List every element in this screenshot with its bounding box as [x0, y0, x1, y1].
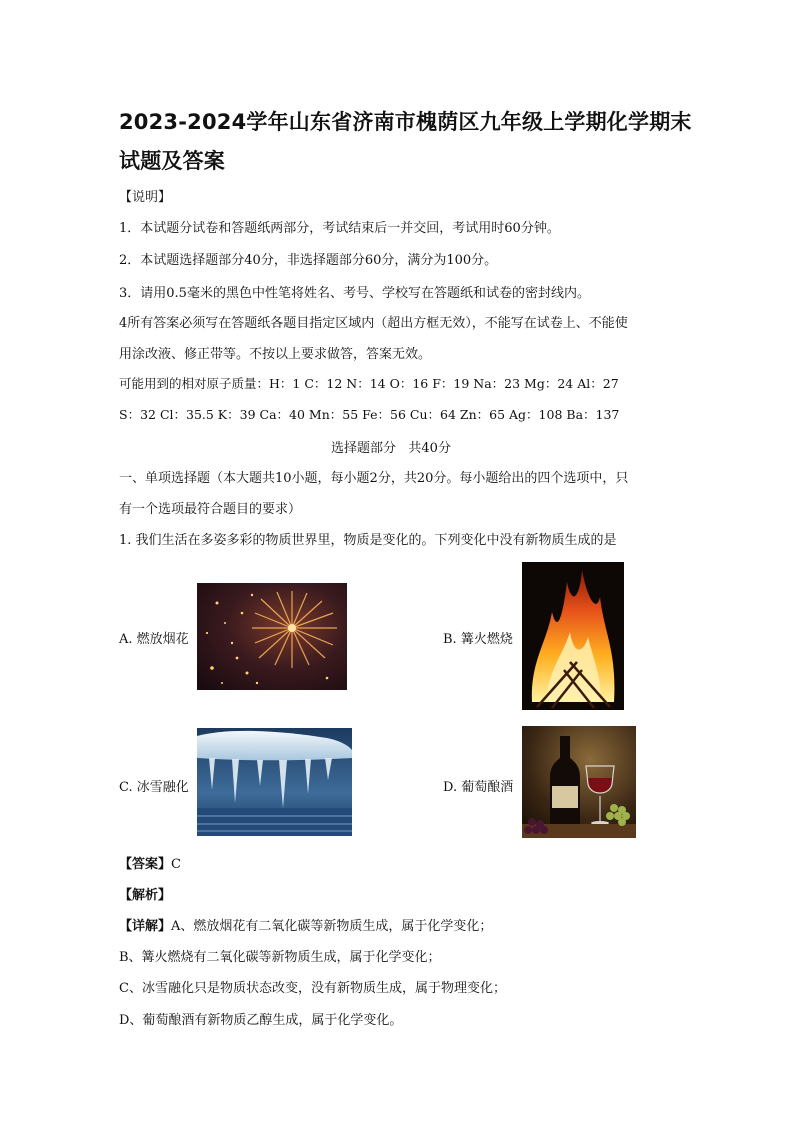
- note-item-4: 4所有答案必须写在答题纸各题目指定区域内（超出方框无效），不能写在试卷上、不能使: [119, 316, 628, 331]
- answer-value: C: [171, 857, 181, 872]
- atomic-mass-line-1: 可能用到的相对原子质量：H：1 C：12 N：14 O：16 F：19 Na：23 Mg：24 Al：27: [119, 376, 619, 391]
- detail-line-d: D、葡萄酿酒有新物质乙醇生成，属于化学变化。: [119, 1013, 403, 1028]
- note-item-4-cont: 用涂改液、修正带等。不按以上要求做答，答案无效。: [119, 347, 432, 362]
- document-title-line1: 2023-2024学年山东省济南市槐荫区九年级上学期化学期末: [119, 110, 692, 134]
- wine-grapes-photo-icon: [522, 726, 636, 838]
- melting-ice-photo-icon: [197, 728, 352, 836]
- section-instruction-line1: 一、单项选择题（本大题共10小题，每小题2分，共20分。每小题给出的四个选项中，只: [119, 471, 629, 486]
- atomic-mass-line-2: S：32 Cl：35.5 K：39 Ca：40 Mn：55 Fe：56 Cu：64 Zn：65 Ag：108 Ba：137: [119, 407, 620, 422]
- option-b-label: B. 篝火燃烧: [443, 632, 513, 647]
- detail-line-a: [119, 915, 492, 934]
- notes-header: 【说明】: [119, 190, 172, 205]
- detail-a-text: A、燃放烟花有二氧化碳等新物质生成，属于化学变化；: [171, 919, 493, 934]
- section-instruction-line2: 有一个选项最符合题目的要求）: [119, 502, 302, 517]
- option-a-label: A. 燃放烟花: [119, 632, 189, 647]
- answer-line: [119, 853, 181, 872]
- note-item-2: 2．本试题选择题部分40分，非选择题部分60分，满分为100分。: [119, 253, 498, 268]
- note-item-1: 1．本试题分试卷和答题纸两部分，考试结束后一并交回，考试用时60分钟。: [119, 221, 560, 236]
- question-1-stem: 1. 我们生活在多姿多彩的物质世界里，物质是变化的。下列变化中没有新物质生成的是: [119, 533, 617, 548]
- fireworks-photo-icon: [197, 583, 347, 690]
- analysis-label: 【解析】: [119, 888, 172, 903]
- note-item-3: 3．请用0.5毫米的黑色中性笔将姓名、考号、学校写在答题纸和试卷的密封线内。: [119, 286, 590, 301]
- option-d-label: D. 葡萄酿酒: [443, 780, 514, 795]
- section-heading: 选择题部分 共40分: [331, 441, 451, 456]
- document-title-line2: 试题及答案: [119, 149, 225, 173]
- option-c-label: C. 冰雪融化: [119, 780, 189, 795]
- detail-line-b: B、篝火燃烧有二氧化碳等新物质生成，属于化学变化；: [119, 950, 441, 965]
- answer-label: 【答案】: [119, 857, 172, 872]
- detail-label: 【详解】: [119, 919, 172, 934]
- bonfire-photo-icon: [522, 562, 624, 710]
- detail-line-c: C、冰雪融化只是物质状态改变，没有新物质生成，属于物理变化；: [119, 981, 506, 996]
